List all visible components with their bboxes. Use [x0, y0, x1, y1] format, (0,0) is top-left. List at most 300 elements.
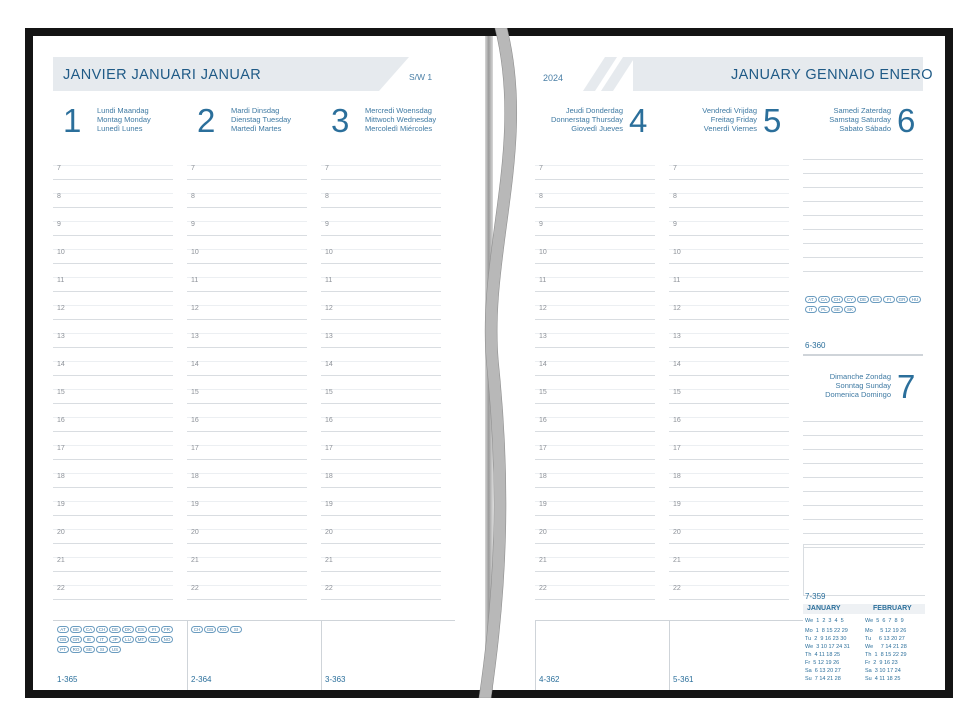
half-hour-line [53, 389, 173, 390]
hour-label: 9 [539, 221, 543, 228]
country-code-badge: CH [191, 626, 203, 633]
hour-label: 21 [539, 557, 547, 564]
hour-row[interactable] [187, 460, 307, 488]
hour-row[interactable] [187, 348, 307, 376]
hour-row[interactable] [53, 264, 173, 292]
hour-label: 15 [191, 389, 199, 396]
hour-label: 22 [673, 585, 681, 592]
hour-row[interactable] [669, 236, 789, 264]
hour-label: 18 [673, 473, 681, 480]
note-lines [803, 408, 923, 548]
country-code-badge: ES [135, 626, 147, 633]
country-code-badge: RO [217, 626, 229, 633]
half-hour-line [321, 221, 441, 222]
hour-label: 22 [57, 585, 65, 592]
hour-row[interactable] [669, 264, 789, 292]
hour-column [187, 152, 307, 600]
hour-row[interactable] [187, 572, 307, 600]
hour-row[interactable] [187, 404, 307, 432]
note-line[interactable] [803, 436, 923, 450]
hour-row[interactable] [669, 432, 789, 460]
country-code-badge: PL [818, 306, 830, 313]
day-name-line: Freitag Friday [710, 114, 757, 124]
country-code-badge: FI [148, 626, 160, 633]
country-code-badge: ES [870, 296, 882, 303]
hour-label: 10 [191, 249, 199, 256]
hour-label: 8 [57, 193, 61, 200]
hour-row[interactable] [535, 236, 655, 264]
hour-label: 19 [191, 501, 199, 508]
half-hour-line [535, 305, 655, 306]
hour-label: 14 [191, 361, 199, 368]
hour-row[interactable] [321, 236, 441, 264]
hour-label: 10 [57, 249, 65, 256]
country-code-badge: DE [109, 626, 121, 633]
country-code-badge: HU [909, 296, 921, 303]
half-hour-line [321, 417, 441, 418]
half-hour-line [669, 193, 789, 194]
hour-row[interactable] [669, 488, 789, 516]
hour-row[interactable] [669, 320, 789, 348]
day-footer [535, 620, 669, 690]
hour-row[interactable] [187, 264, 307, 292]
day-name-line: Lunedì Lunes [97, 123, 143, 133]
hour-row[interactable] [321, 208, 441, 236]
day-names [365, 107, 436, 133]
hour-label: 14 [325, 361, 333, 368]
hour-row[interactable] [53, 432, 173, 460]
day-count: 1-365 [57, 675, 78, 684]
footer-divider [321, 620, 322, 690]
hour-row[interactable] [321, 376, 441, 404]
half-hour-line [187, 193, 307, 194]
hour-row[interactable] [187, 516, 307, 544]
hour-label: 17 [673, 445, 681, 452]
day-names [805, 107, 891, 133]
hour-label: 15 [539, 389, 547, 396]
half-hour-line [669, 249, 789, 250]
country-code-badge: LU [122, 636, 134, 643]
half-hour-line [53, 333, 173, 334]
hour-row[interactable] [53, 236, 173, 264]
year-label: 2024 [543, 73, 564, 83]
hour-label: 7 [673, 165, 677, 172]
hour-row[interactable] [321, 460, 441, 488]
note-lines [803, 146, 923, 272]
hour-row[interactable] [535, 292, 655, 320]
country-code-badge: GR [70, 636, 82, 643]
hour-label: 18 [191, 473, 199, 480]
footer-divider [535, 620, 536, 690]
note-line[interactable] [803, 520, 923, 534]
hour-row[interactable] [187, 152, 307, 180]
hour-label: 12 [539, 305, 547, 312]
mini-cal-jan-row: Mo 1 8 15 22 29 [805, 628, 848, 634]
country-code-badge: DK [122, 626, 134, 633]
note-line[interactable] [803, 146, 923, 160]
hour-label: 7 [191, 165, 195, 172]
hour-row[interactable] [535, 320, 655, 348]
half-hour-line [187, 333, 307, 334]
day-count: 4-362 [539, 675, 560, 684]
note-line[interactable] [803, 174, 923, 188]
note-line[interactable] [803, 160, 923, 174]
hour-row[interactable] [321, 404, 441, 432]
note-line[interactable] [803, 464, 923, 478]
note-line[interactable] [803, 202, 923, 216]
hour-row[interactable] [53, 516, 173, 544]
day-name-line: Mercoledì Miércoles [365, 123, 433, 133]
hour-label: 16 [539, 417, 547, 424]
hour-label: 9 [57, 221, 61, 228]
day-name-line: Mardi Dinsdag [231, 106, 280, 115]
day-number: 1 [63, 102, 82, 139]
hour-row[interactable] [535, 516, 655, 544]
hour-row[interactable] [187, 544, 307, 572]
day-names [231, 107, 291, 133]
half-hour-line [535, 193, 655, 194]
hour-row[interactable] [187, 432, 307, 460]
half-hour-line [187, 585, 307, 586]
note-line[interactable] [803, 258, 923, 272]
hour-row[interactable] [321, 572, 441, 600]
left-page [33, 36, 485, 690]
month-title: JANVIER JANUARI JANUAR [63, 67, 262, 83]
half-hour-line [535, 389, 655, 390]
day-count: 7-359 [805, 592, 826, 601]
day-count: 2-364 [191, 675, 212, 684]
bookmark-ribbon [465, 28, 525, 698]
half-hour-line [669, 473, 789, 474]
hour-row[interactable] [187, 180, 307, 208]
hour-row[interactable] [669, 208, 789, 236]
hour-label: 20 [673, 529, 681, 536]
hour-row[interactable] [535, 432, 655, 460]
half-hour-line [535, 165, 655, 166]
day-names [671, 107, 757, 133]
hour-label: 15 [325, 389, 333, 396]
hour-row[interactable] [187, 236, 307, 264]
mini-cal-feb-weeks: We 5 6 7 8 9 [865, 618, 904, 624]
country-code-badge: CA [818, 296, 830, 303]
hour-row[interactable] [187, 376, 307, 404]
hour-row[interactable] [321, 544, 441, 572]
hour-label: 10 [673, 249, 681, 256]
hour-row[interactable] [53, 376, 173, 404]
half-hour-line [669, 361, 789, 362]
hour-row[interactable] [321, 516, 441, 544]
day-count: 5-361 [673, 675, 694, 684]
mini-cal-feb-row: We 7 14 21 28 [865, 644, 907, 650]
hour-label: 11 [673, 277, 681, 284]
day-name-line: Samstag Saturday [829, 114, 891, 124]
hour-row[interactable] [53, 544, 173, 572]
hour-label: 11 [57, 277, 65, 284]
hour-label: 13 [191, 333, 199, 340]
hour-label: 18 [57, 473, 65, 480]
mini-cal-jan-row: Th 4 11 18 25 [805, 652, 841, 658]
half-hour-line [669, 445, 789, 446]
half-hour-line [669, 501, 789, 502]
day-names [97, 107, 151, 133]
hour-row[interactable] [53, 208, 173, 236]
hour-row[interactable] [669, 376, 789, 404]
day-name-line: Vendredi Vrijdag [702, 106, 757, 115]
mini-cal-jan-row: Fr 5 12 19 26 [805, 660, 840, 666]
country-code-badge: DE [857, 296, 869, 303]
half-hour-line [535, 473, 655, 474]
hour-label: 21 [57, 557, 65, 564]
hour-label: 20 [191, 529, 199, 536]
half-hour-line [535, 445, 655, 446]
mini-cal-jan-row: We 3 10 17 24 31 [805, 644, 850, 650]
hour-row[interactable] [53, 292, 173, 320]
hour-row[interactable] [669, 292, 789, 320]
half-hour-line [187, 529, 307, 530]
half-hour-line [321, 193, 441, 194]
day-name-line: Mittwoch Wednesday [365, 114, 437, 124]
hour-label: 19 [57, 501, 65, 508]
day-name-line: Montag Monday [97, 114, 151, 124]
hour-row[interactable] [321, 180, 441, 208]
right-page [493, 36, 945, 690]
mini-cal-february-title: FEBRUARY [873, 605, 912, 612]
hour-label: 13 [673, 333, 681, 340]
hour-label: 15 [673, 389, 681, 396]
hour-label: 13 [57, 333, 65, 340]
hour-row[interactable] [535, 180, 655, 208]
hour-row[interactable] [669, 180, 789, 208]
hour-row[interactable] [321, 292, 441, 320]
hour-row[interactable] [535, 572, 655, 600]
hour-row[interactable] [535, 208, 655, 236]
hour-row[interactable] [669, 572, 789, 600]
half-hour-line [535, 557, 655, 558]
hour-column [535, 152, 655, 600]
hour-label: 20 [539, 529, 547, 536]
note-line[interactable] [803, 230, 923, 244]
half-hour-line [187, 305, 307, 306]
half-hour-line [535, 501, 655, 502]
half-hour-line [535, 249, 655, 250]
note-line[interactable] [803, 506, 923, 520]
day-count: 3-363 [325, 675, 346, 684]
holiday-country-codes [805, 296, 925, 316]
hour-column [53, 152, 173, 600]
hour-row[interactable] [669, 348, 789, 376]
hour-row[interactable] [535, 152, 655, 180]
hour-label: 21 [191, 557, 199, 564]
hour-row[interactable] [321, 320, 441, 348]
day-name-line: Sabato Sábado [839, 123, 891, 133]
note-line[interactable] [803, 450, 923, 464]
hour-row[interactable] [535, 376, 655, 404]
day-name-line: Lundi Maandag [97, 106, 149, 115]
hour-row[interactable] [53, 320, 173, 348]
hour-label: 12 [191, 305, 199, 312]
day-name-line: Jeudi Donderdag [565, 106, 623, 115]
country-code-badge: MT [135, 636, 147, 643]
hour-row[interactable] [321, 264, 441, 292]
half-hour-line [53, 529, 173, 530]
half-hour-line [321, 585, 441, 586]
half-hour-line [669, 221, 789, 222]
half-hour-line [321, 305, 441, 306]
day-number: 4 [629, 102, 648, 139]
hour-row[interactable] [535, 348, 655, 376]
mini-cal-feb-row: Fr 2 9 16 23 [865, 660, 898, 666]
hour-label: 14 [57, 361, 65, 368]
day-name-line: Mercredi Woensdag [365, 106, 432, 115]
note-line[interactable] [803, 188, 923, 202]
note-line[interactable] [803, 422, 923, 436]
day-name-line: Giovedì Jueves [571, 123, 623, 133]
day-name-line: Domenica Domingo [825, 389, 891, 399]
country-code-badge: CA [83, 626, 95, 633]
hour-label: 12 [673, 305, 681, 312]
hour-row[interactable] [321, 348, 441, 376]
hour-row[interactable] [669, 516, 789, 544]
hour-row[interactable] [669, 460, 789, 488]
day-name-line: Dienstag Tuesday [231, 114, 292, 124]
note-line[interactable] [803, 492, 923, 506]
country-code-badge: IE [83, 636, 95, 643]
mini-cal-jan-row: Su 7 14 21 28 [805, 676, 841, 682]
hour-row[interactable] [535, 264, 655, 292]
country-code-badge: SI [96, 646, 108, 653]
country-code-badge: RO [70, 646, 82, 653]
day-count: 6-360 [805, 341, 826, 350]
holiday-country-codes [57, 626, 183, 656]
hour-label: 22 [539, 585, 547, 592]
day-number: 3 [331, 102, 350, 139]
hour-row[interactable] [669, 544, 789, 572]
half-hour-line [669, 277, 789, 278]
mini-cal-feb-row: Th 1 8 15 22 29 [865, 652, 907, 658]
hour-row[interactable] [53, 572, 173, 600]
half-hour-line [535, 417, 655, 418]
day-number: 7 [897, 368, 916, 405]
country-code-badge: NO [161, 636, 173, 643]
half-hour-line [321, 557, 441, 558]
hour-label: 14 [673, 361, 681, 368]
hour-row[interactable] [535, 404, 655, 432]
half-hour-line [53, 193, 173, 194]
half-hour-line [187, 501, 307, 502]
note-line[interactable] [803, 244, 923, 258]
half-hour-line [187, 473, 307, 474]
hour-label: 22 [325, 585, 333, 592]
hour-row[interactable] [53, 180, 173, 208]
mini-calendar [803, 604, 925, 690]
country-code-badge: CH [96, 626, 108, 633]
day-name-line: Martedì Martes [231, 123, 282, 133]
half-hour-line [187, 445, 307, 446]
half-hour-line [187, 557, 307, 558]
hour-row[interactable] [187, 208, 307, 236]
day-name-line: Sonntag Sunday [835, 380, 891, 390]
hour-label: 9 [673, 221, 677, 228]
hour-row[interactable] [53, 348, 173, 376]
half-hour-line [321, 165, 441, 166]
half-hour-line [535, 585, 655, 586]
hour-label: 19 [673, 501, 681, 508]
half-hour-line [187, 277, 307, 278]
country-code-badge: FR [161, 626, 173, 633]
country-code-badge: PT [57, 646, 69, 653]
hour-row[interactable] [53, 460, 173, 488]
hour-row[interactable] [187, 488, 307, 516]
country-code-badge: CY [844, 296, 856, 303]
mini-cal-jan-weeks: We 1 2 3 4 5 [805, 618, 844, 624]
country-code-badge: US [109, 646, 121, 653]
hour-row[interactable] [321, 488, 441, 516]
mini-cal-jan-row: Sa 6 13 20 27 [805, 668, 841, 674]
country-code-badge: SE [83, 646, 95, 653]
hour-row[interactable] [53, 404, 173, 432]
country-code-badge: GB [57, 636, 69, 643]
hour-row[interactable] [321, 152, 441, 180]
hour-label: 16 [57, 417, 65, 424]
half-hour-line [321, 445, 441, 446]
hour-row[interactable] [321, 432, 441, 460]
half-hour-line [669, 417, 789, 418]
half-hour-line [669, 305, 789, 306]
note-line[interactable] [803, 478, 923, 492]
hour-row[interactable] [187, 292, 307, 320]
hour-label: 11 [191, 277, 199, 284]
day-name-line: Samedi Zaterdag [833, 106, 891, 115]
half-hour-line [669, 557, 789, 558]
half-hour-line [53, 501, 173, 502]
half-hour-line [669, 333, 789, 334]
mini-cal-feb-row: Sa 3 10 17 24 [865, 668, 901, 674]
footer-divider [187, 620, 188, 690]
hour-row[interactable] [535, 544, 655, 572]
country-code-badge: GB [204, 626, 216, 633]
note-line[interactable] [803, 408, 923, 422]
notes-box[interactable] [803, 544, 925, 596]
country-code-badge: CH [831, 296, 843, 303]
open-planner [25, 28, 953, 698]
note-line[interactable] [803, 216, 923, 230]
hour-row[interactable] [187, 320, 307, 348]
hour-label: 13 [539, 333, 547, 340]
hour-label: 8 [673, 193, 677, 200]
hour-row[interactable] [669, 152, 789, 180]
half-hour-line [535, 361, 655, 362]
hour-row[interactable] [669, 404, 789, 432]
hour-column [321, 152, 441, 600]
hour-label: 9 [325, 221, 329, 228]
hour-row[interactable] [535, 460, 655, 488]
half-hour-line [321, 501, 441, 502]
hour-row[interactable] [53, 152, 173, 180]
half-hour-line [669, 165, 789, 166]
band-stripe-decoration [369, 57, 409, 91]
country-code-badge: FI [883, 296, 895, 303]
day-name-line: Donnerstag Thursday [551, 114, 623, 124]
hour-row[interactable] [53, 488, 173, 516]
hour-label: 10 [539, 249, 547, 256]
hour-label: 21 [325, 557, 333, 564]
day-name-line: Dimanche Zondag [829, 372, 891, 381]
half-hour-line [53, 557, 173, 558]
day-divider [803, 354, 923, 356]
hour-row[interactable] [535, 488, 655, 516]
mini-cal-jan-row: Tu 2 9 16 23 30 [805, 636, 847, 642]
hour-label: 17 [191, 445, 199, 452]
